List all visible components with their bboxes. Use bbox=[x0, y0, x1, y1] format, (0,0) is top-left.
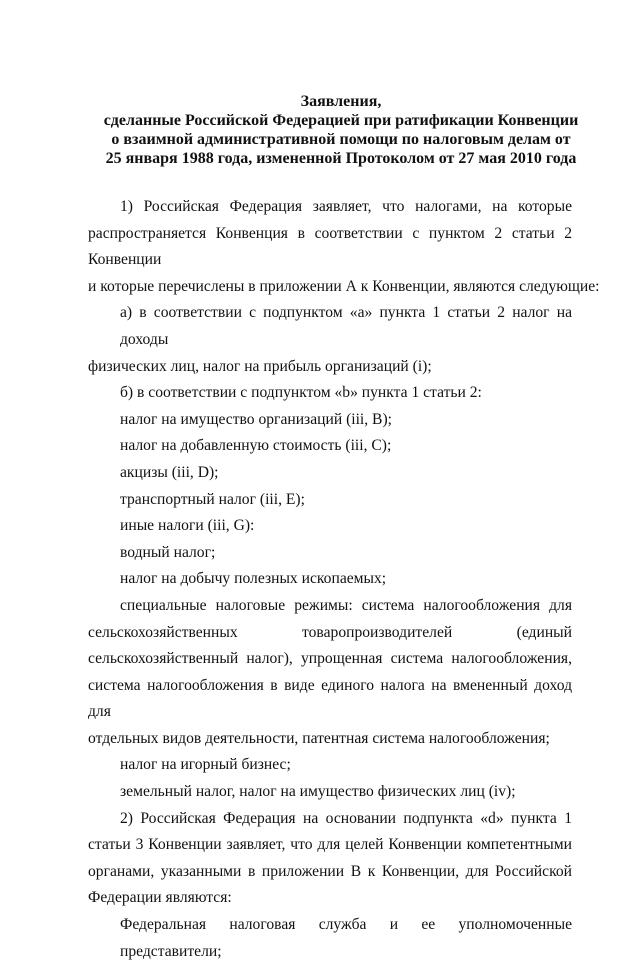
title-line: Заявления, bbox=[300, 93, 382, 110]
title-line: сделанные Российской Федерацией при ратификации Конвенции bbox=[103, 112, 579, 129]
text-line: сельскохозяйственный налог), упрощенная система налогообложения, bbox=[88, 650, 572, 668]
text-line: статьи 3 Конвенции заявляет, что для целей Конвенции компетентными bbox=[88, 836, 572, 854]
document-title bbox=[100, 92, 582, 168]
text-line: распространяется Конвенция в соответствии с пунктом 2 статьи 2 Конвенции bbox=[88, 224, 572, 269]
title-line: о взаимной административной помощи по налоговым делам от bbox=[111, 131, 571, 148]
text-line: Федерации являются: bbox=[88, 889, 232, 907]
text-line: и которые перечислены в приложении А к Конвенции, являются следующие: bbox=[88, 277, 600, 295]
text-line: земельный налог, налог на имущество физических лиц (iv); bbox=[120, 783, 516, 801]
text-line: налог на игорный бизнес; bbox=[120, 756, 291, 774]
text-line: сельскохозяйственных товаропроизводителей (единый bbox=[88, 623, 572, 641]
text-line: иные налоги (iii, G): bbox=[120, 517, 255, 535]
text-line: транспортный налог (iii, E); bbox=[120, 490, 305, 508]
text-line: а) в соответствии с подпунктом «a» пункта 1 статьи 2 налог на доходы bbox=[120, 304, 572, 348]
text-line: 1) Российская Федерация заявляет, что налогами, на которые bbox=[120, 198, 572, 215]
document-body bbox=[88, 194, 600, 965]
title-line: 25 января 1988 года, измененной Протоколом от 27 мая 2010 года bbox=[105, 150, 577, 167]
text-line: налог на добавленную стоимость (iii, C); bbox=[120, 437, 392, 455]
text-line: специальные налоговые режимы: система налогообложения для bbox=[120, 596, 572, 614]
text-line: налог на добычу полезных ископаемых; bbox=[120, 570, 387, 588]
text-line: 2) Российская Федерация на основании подпункта «d» пункта 1 bbox=[120, 809, 572, 827]
text-line: Федеральная налоговая служба и ее уполномоченные представители; bbox=[120, 916, 572, 960]
text-line: отдельных видов деятельности, патентная система налогообложения; bbox=[88, 729, 550, 747]
text-line: водный налог; bbox=[120, 543, 216, 561]
text-line: акцизы (iii, D); bbox=[120, 463, 219, 481]
text-line: налог на имущество организаций (iii, B); bbox=[120, 410, 392, 428]
text-line: б) в соответствии с подпунктом «b» пункта 1 статьи 2: bbox=[120, 384, 482, 402]
text-line: физических лиц, налог на прибыль организаций (i); bbox=[88, 357, 432, 375]
text-line: органами, указанными в приложении В к Конвенции, для Российской bbox=[88, 862, 572, 880]
text-line: система налогообложения в виде единого налога на вмененный доход для bbox=[88, 676, 572, 721]
